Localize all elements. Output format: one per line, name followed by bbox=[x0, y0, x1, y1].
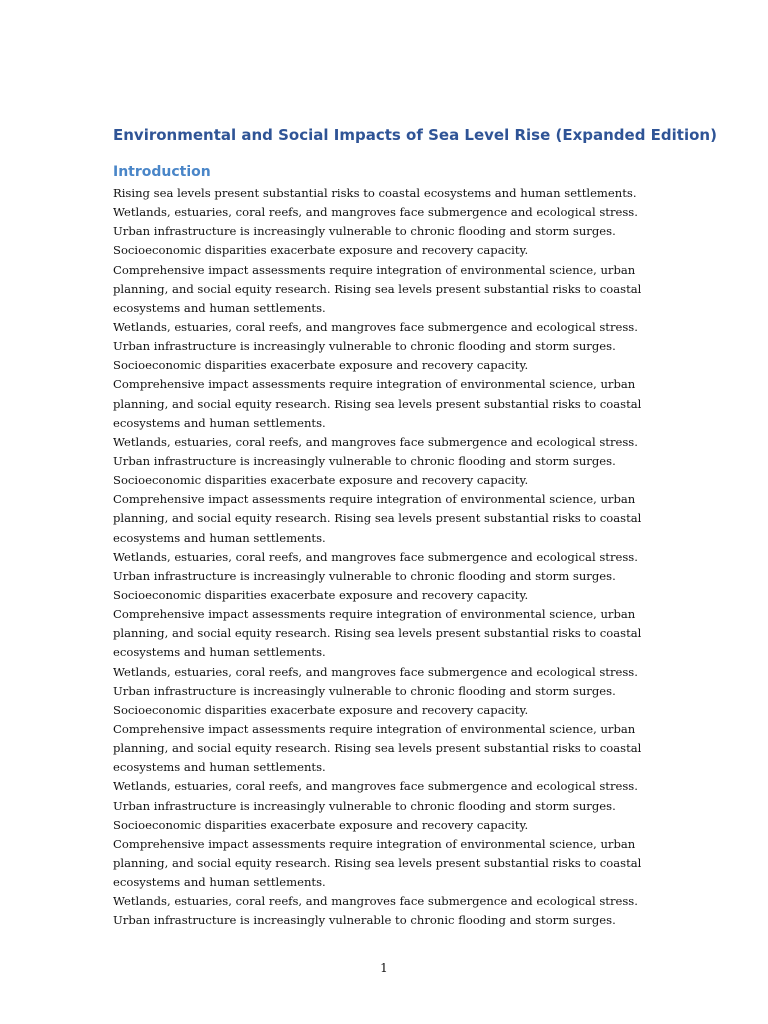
body-line: Urban infrastructure is increasingly vulnerable to chronic flooding and storm surges. bbox=[113, 453, 616, 468]
body-line: Wetlands, estuaries, coral reefs, and mangroves face submergence and ecological stress. bbox=[113, 894, 638, 909]
body-line: Comprehensive impact assessments require integration of environmental science, urban bbox=[113, 377, 636, 392]
body-line: Socioeconomic disparities exacerbate exposure and recovery capacity. bbox=[113, 817, 529, 832]
body-line: Wetlands, estuaries, coral reefs, and mangroves face submergence and ecological stress. bbox=[113, 779, 638, 794]
body-line: Comprehensive impact assessments require integration of environmental science, urban bbox=[113, 836, 636, 851]
body-line: Socioeconomic disparities exacerbate exposure and recovery capacity. bbox=[113, 358, 529, 373]
body-text bbox=[113, 184, 673, 930]
body-line: Urban infrastructure is increasingly vulnerable to chronic flooding and storm surges. bbox=[113, 683, 616, 698]
body-line: ecosystems and human settlements. bbox=[113, 530, 326, 545]
body-line: Urban infrastructure is increasingly vulnerable to chronic flooding and storm surges. bbox=[113, 224, 616, 239]
body-line: Wetlands, estuaries, coral reefs, and mangroves face submergence and ecological stress. bbox=[113, 664, 638, 679]
body-line: Urban infrastructure is increasingly vulnerable to chronic flooding and storm surges. bbox=[113, 913, 616, 928]
body-line: planning, and social equity research. Rising sea levels present substantial risks to coastal bbox=[113, 741, 642, 756]
body-line: Urban infrastructure is increasingly vulnerable to chronic flooding and storm surges. bbox=[113, 568, 616, 583]
body-line: Socioeconomic disparities exacerbate exposure and recovery capacity. bbox=[113, 702, 529, 717]
page-number: 1 bbox=[380, 961, 388, 975]
body-line: Socioeconomic disparities exacerbate exposure and recovery capacity. bbox=[113, 473, 529, 488]
body-line: Comprehensive impact assessments require integration of environmental science, urban bbox=[113, 262, 636, 277]
section-heading-introduction: Introduction bbox=[113, 164, 211, 180]
body-line: ecosystems and human settlements. bbox=[113, 875, 326, 890]
body-line: ecosystems and human settlements. bbox=[113, 645, 326, 660]
body-line: ecosystems and human settlements. bbox=[113, 300, 326, 315]
body-line: Comprehensive impact assessments require integration of environmental science, urban bbox=[113, 721, 636, 736]
body-line: Urban infrastructure is increasingly vulnerable to chronic flooding and storm surges. bbox=[113, 798, 616, 813]
body-line: Wetlands, estuaries, coral reefs, and mangroves face submergence and ecological stress. bbox=[113, 319, 638, 334]
body-line: planning, and social equity research. Rising sea levels present substantial risks to coastal bbox=[113, 855, 642, 870]
body-line: planning, and social equity research. Rising sea levels present substantial risks to coastal bbox=[113, 511, 642, 526]
body-line: planning, and social equity research. Rising sea levels present substantial risks to coastal bbox=[113, 281, 642, 296]
body-line: Socioeconomic disparities exacerbate exposure and recovery capacity. bbox=[113, 243, 529, 258]
body-line: Wetlands, estuaries, coral reefs, and mangroves face submergence and ecological stress. bbox=[113, 434, 638, 449]
body-line: Comprehensive impact assessments require integration of environmental science, urban bbox=[113, 492, 636, 507]
body-line: Comprehensive impact assessments require integration of environmental science, urban bbox=[113, 607, 636, 622]
body-line: planning, and social equity research. Rising sea levels present substantial risks to coastal bbox=[113, 626, 642, 641]
document-title: Environmental and Social Impacts of Sea Level Rise (Expanded Edition) bbox=[113, 126, 717, 144]
body-line: Rising sea levels present substantial risks to coastal ecosystems and human settlements. bbox=[113, 186, 637, 200]
body-line: Urban infrastructure is increasingly vulnerable to chronic flooding and storm surges. bbox=[113, 339, 616, 354]
body-line: ecosystems and human settlements. bbox=[113, 760, 326, 775]
body-line: Wetlands, estuaries, coral reefs, and mangroves face submergence and ecological stress. bbox=[113, 205, 638, 220]
body-line: ecosystems and human settlements. bbox=[113, 415, 326, 430]
body-line: Wetlands, estuaries, coral reefs, and mangroves face submergence and ecological stress. bbox=[113, 549, 638, 564]
body-line: Socioeconomic disparities exacerbate exposure and recovery capacity. bbox=[113, 587, 529, 602]
body-line: planning, and social equity research. Rising sea levels present substantial risks to coastal bbox=[113, 396, 642, 411]
